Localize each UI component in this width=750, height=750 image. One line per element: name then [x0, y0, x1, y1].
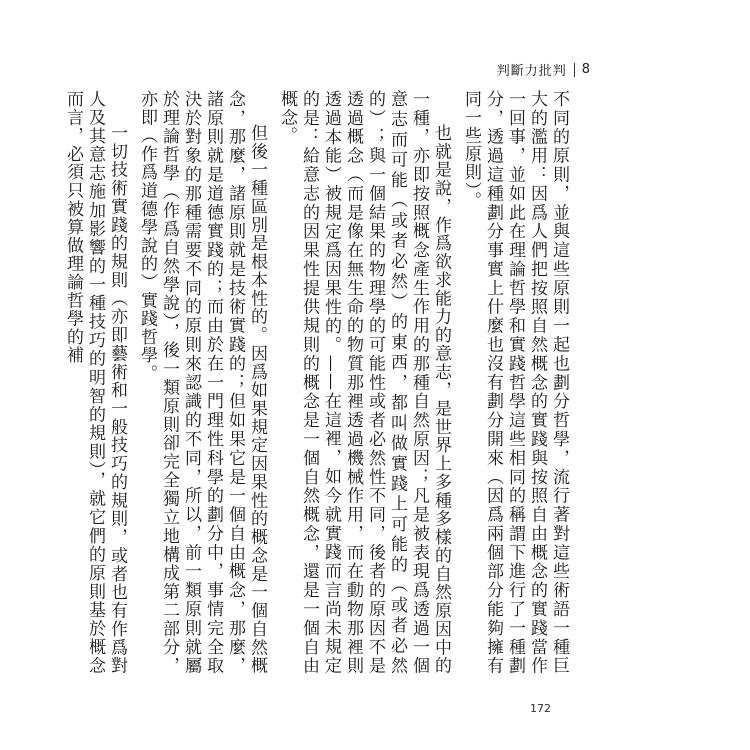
header-chapter-number: 8	[581, 62, 590, 77]
paragraph-3: 但後一種區別是根本性的。因爲如果規定因果性的概念是一個自然概念，那麼，諸原則就是技術實踐的；但如果它是一個自由概念，那麼，諸原則就是道德實踐的；而由於在一門理性科學的劃分中，事情完全取決於對象的那種需要不同的原則來認識的不同，所以，前一類原則就屬於理論哲學（作爲自然學說），後一類原則卻完全獨立地構成第二部分，亦即（作爲道德學說的）實踐哲學。	[137, 90, 267, 675]
book-title: 判斷力批判	[496, 64, 567, 79]
running-header	[497, 60, 590, 79]
paragraph-2: 也就是說，作爲欲求能力的意志，是世界上多種多樣的自然原因中的一種，亦即按照概念產生作用的那種自然原因；凡是被表現爲透過一個意志而可能（或者必然）的東西，都叫做實踐上可能的（或者必然的）；與一個結果的物理學的可能性或者必然性不同，後者的原因不是透過概念（而是像在無生命的物質那裡透過機械作用，而在動物那裡則透過本能）被規定爲因果性的。——在這裡，如今就實踐而言尚未規定的是：給意志的因果性提供規則的概念是一個自然概念，還是一個自由概念。	[277, 90, 451, 675]
paragraph-1: 不同的原則，並與這些原則一起也劃分哲學，流行著對這些術語一種巨大的濫用：因爲人們把按照自然概念的實踐與按照自由概念的實踐當作一回事，並如此在理論哲學和實踐哲學這些相同的稱謂下進行了一種劃分，透過這種劃分事實上什麼也沒有劃分開來（因爲兩個部分能夠擁有同一些原則）。	[461, 90, 569, 675]
header-divider	[574, 63, 575, 77]
page-number: 172	[530, 702, 551, 715]
vertical-text-body	[63, 90, 570, 675]
paragraph-4: 一切技術實踐的規則（亦即藝術和一般技巧的規則，或者也有作爲對人及其意志施加影響的一種技巧的明智的規則），就它們的原則基於概念而言，必須只被算做理論哲學的補	[63, 90, 127, 675]
